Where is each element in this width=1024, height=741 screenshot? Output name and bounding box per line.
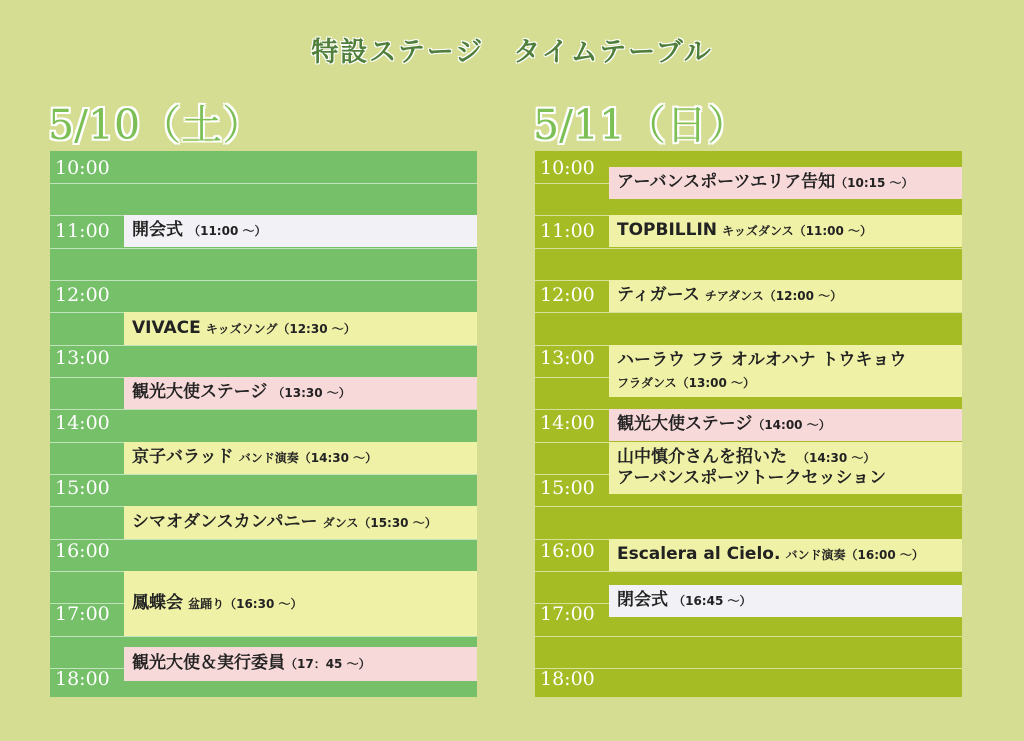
event-detail: （14:00 ～） [752, 418, 831, 433]
event-topbillin [609, 215, 962, 247]
grid-line [50, 409, 477, 410]
time-label: 17:00 [55, 603, 110, 625]
grid-line [535, 312, 962, 313]
grid-line [50, 345, 477, 346]
day2-label: 5/11（日） [533, 101, 749, 149]
time-label: 18:00 [540, 668, 595, 690]
grid-line [535, 506, 962, 507]
event-detail: フラダンス（13:00 ～） [617, 375, 756, 390]
event-agehacho-kai [124, 571, 477, 636]
event-name: 開会式 [132, 220, 183, 241]
time-label: 11:00 [540, 220, 595, 242]
event-detail: バンド演奏（14:30 ～） [238, 451, 378, 466]
event-ambassador-stage-day2 [609, 409, 962, 441]
event-detail: チアダンス（12:00 ～） [704, 289, 843, 304]
time-label: 16:00 [55, 540, 110, 562]
event-closing-ceremony [609, 585, 962, 617]
event-escalera [609, 539, 962, 571]
event-detail: （13:30 ～） [272, 386, 351, 401]
event-name: 観光大使ステージ [132, 382, 268, 403]
time-label: 11:00 [55, 220, 110, 242]
event-detail: （14:30 ～） [803, 450, 876, 465]
time-label: 12:00 [55, 284, 110, 306]
event-halau-hula [609, 345, 962, 397]
grid-line [50, 280, 477, 281]
grid-line [535, 636, 962, 637]
time-label: 14:00 [540, 412, 595, 434]
event-urban-sports-notice [609, 167, 962, 199]
event-detail: （11:00 ～） [188, 224, 267, 239]
event-name: 京子バラッド [132, 447, 234, 468]
event-name: シマオダンスカンパニー [132, 511, 318, 532]
time-label: 10:00 [55, 157, 110, 179]
event-talk-session [609, 442, 962, 494]
event-ambassador-committee [124, 647, 477, 681]
event-detail: キッズダンス（11:00 ～） [722, 224, 873, 239]
event-name: アーバンスポーツエリア告知 [617, 172, 836, 193]
event-detail: （10:15 ～） [835, 176, 914, 191]
event-detail: バンド演奏（16:00 ～） [785, 548, 924, 563]
event-name: 閉会式 [617, 590, 668, 611]
grid-line [535, 248, 962, 249]
event-detail: （17：45 ～） [285, 657, 371, 672]
event-opening-ceremony [124, 215, 477, 247]
event-shimao-dance [124, 506, 477, 539]
day1-label: 5/10（土） [48, 101, 264, 149]
time-label: 15:00 [540, 477, 595, 499]
event-name: 観光大使ステージ [617, 414, 753, 435]
event-name: 鳳蝶会 [132, 592, 183, 613]
event-detail: キッズソング（12:30 ～） [205, 321, 356, 336]
grid-line [50, 474, 477, 475]
event-vivace [124, 312, 477, 345]
grid-line [50, 183, 477, 184]
time-label: 18:00 [55, 668, 110, 690]
time-label: 12:00 [540, 284, 595, 306]
event-detail: 盆踊り（16:30 ～） [188, 596, 303, 611]
grid-line [50, 636, 477, 637]
event-name: VIVACE [132, 317, 201, 338]
event-name-line2: アーバンスポーツトークセッション [617, 468, 887, 488]
page-title: 特設ステージ タイムテーブル [311, 37, 713, 68]
event-kyoko-ballad [124, 442, 477, 474]
event-ambassador-stage [124, 377, 477, 409]
grid-line [535, 571, 962, 572]
grid-line [50, 248, 477, 249]
time-label: 13:00 [540, 347, 595, 369]
day1-timetable [50, 151, 477, 697]
time-label: 16:00 [540, 540, 595, 562]
event-name: TOPBILLIN [617, 220, 718, 241]
event-name: 山中慎介さんを招いた [617, 446, 787, 467]
event-tigers [609, 280, 962, 312]
time-label: 15:00 [55, 477, 110, 499]
time-label: 17:00 [540, 603, 595, 625]
event-detail: （16:45 ～） [673, 594, 752, 609]
grid-line [535, 668, 962, 669]
event-name: ティガース [617, 285, 700, 306]
time-label: 13:00 [55, 347, 110, 369]
time-label: 10:00 [540, 157, 595, 179]
event-detail: ダンス（15:30 ～） [322, 515, 437, 530]
event-name: 観光大使＆実行委員 [132, 653, 285, 674]
grid-line [50, 539, 477, 540]
event-name: Escalera al Cielo. [617, 544, 781, 565]
event-name: ハーラウ フラ オルオハナ トウキョウ [617, 350, 907, 371]
day2-timetable [535, 151, 962, 697]
time-label: 14:00 [55, 412, 110, 434]
